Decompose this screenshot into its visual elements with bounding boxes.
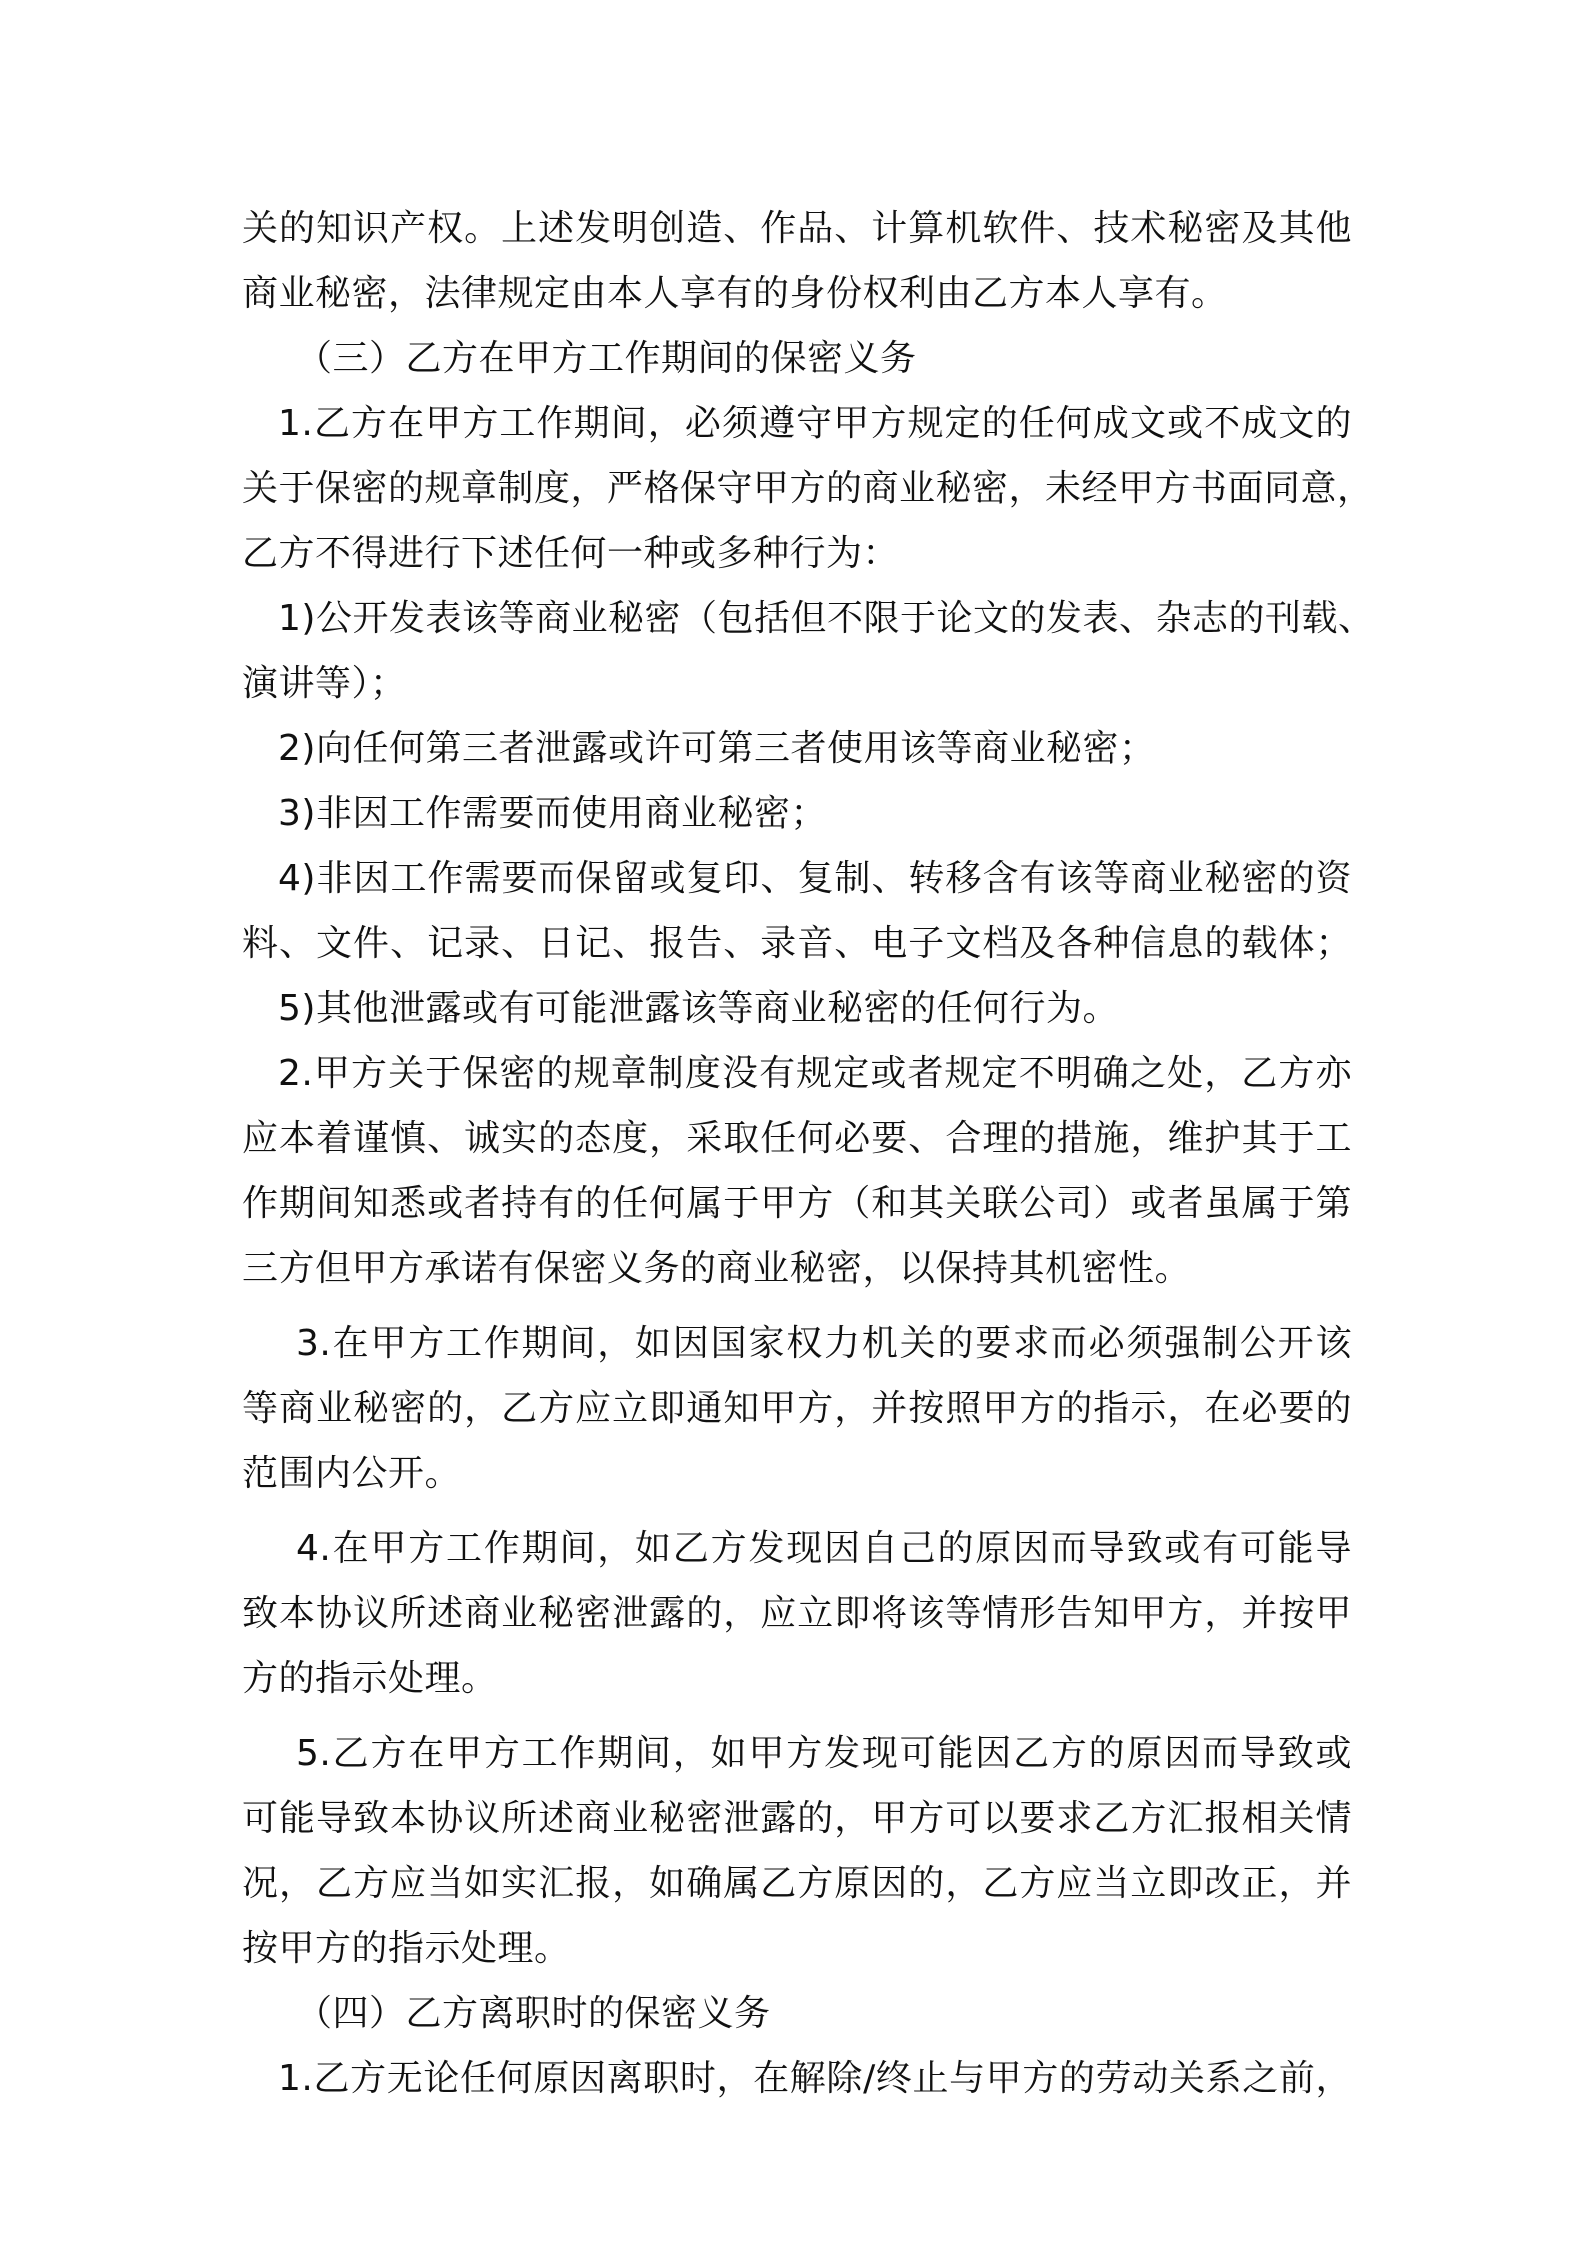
list-item: 5)其他泄露或有可能泄露该等商业秘密的任何行为。	[278, 988, 1119, 1029]
text-line: 1.乙方在甲方工作期间，必须遵守甲方规定的任何成文或不成文的	[278, 403, 1352, 444]
list-item: 1)公开发表该等商业秘密（包括但不限于论文的发表、杂志的刊载、	[278, 598, 1375, 639]
list-item: 3)非因工作需要而使用商业秘密；	[278, 793, 827, 834]
text-line: 按甲方的指示处理。	[242, 1928, 571, 1969]
list-item: 2)向任何第三者泄露或许可第三者使用该等商业秘密；	[278, 728, 1156, 769]
text-line: 料、文件、记录、日记、报告、录音、电子文档及各种信息的载体；	[242, 923, 1352, 964]
text-line: 演讲等）；	[242, 663, 407, 704]
text-line: 1.乙方无论任何原因离职时，在解除/终止与甲方的劳动关系之前，	[278, 2058, 1352, 2099]
text-line: 范围内公开。	[242, 1453, 462, 1494]
text-line: 4.在甲方工作期间，如乙方发现因自己的原因而导致或有可能导	[296, 1528, 1352, 1569]
document-body	[242, 196, 1375, 2111]
text-line: 三方但甲方承诺有保密义务的商业秘密，以保持其机密性。	[242, 1248, 1192, 1289]
text-line: 方的指示处理。	[242, 1658, 498, 1699]
text-line: 5.乙方在甲方工作期间，如甲方发现可能因乙方的原因而导致或	[296, 1733, 1352, 1774]
text-line: 2.甲方关于保密的规章制度没有规定或者规定不明确之处，乙方亦	[278, 1053, 1352, 1094]
section-heading: （三）乙方在甲方工作期间的保密义务	[296, 338, 917, 379]
list-item: 4)非因工作需要而保留或复印、复制、转移含有该等商业秘密的资	[278, 858, 1352, 899]
text-line: 关于保密的规章制度，严格保守甲方的商业秘密，未经甲方书面同意，	[242, 468, 1374, 509]
text-line: 商业秘密，法律规定由本人享有的身份权利由乙方本人享有。	[242, 273, 1228, 314]
text-line: 况，乙方应当如实汇报，如确属乙方原因的，乙方应当立即改正，并	[242, 1863, 1352, 1904]
text-line: 等商业秘密的，乙方应立即通知甲方，并按照甲方的指示，在必要的	[242, 1388, 1352, 1429]
text-line: 可能导致本协议所述商业秘密泄露的，甲方可以要求乙方汇报相关情	[242, 1798, 1352, 1839]
text-line: 致本协议所述商业秘密泄露的，应立即将该等情形告知甲方，并按甲	[242, 1593, 1352, 1634]
text-line: 应本着谨慎、诚实的态度，采取任何必要、合理的措施，维护其于工	[242, 1118, 1352, 1159]
text-line: 关的知识产权。上述发明创造、作品、计算机软件、技术秘密及其他	[242, 208, 1352, 249]
section-heading: （四）乙方离职时的保密义务	[296, 1993, 771, 2034]
text-line: 3.在甲方工作期间，如因国家权力机关的要求而必须强制公开该	[296, 1323, 1352, 1364]
text-line: 作期间知悉或者持有的任何属于甲方（和其关联公司）或者虽属于第	[242, 1183, 1352, 1224]
text-line: 乙方不得进行下述任何一种或多种行为：	[242, 533, 900, 574]
